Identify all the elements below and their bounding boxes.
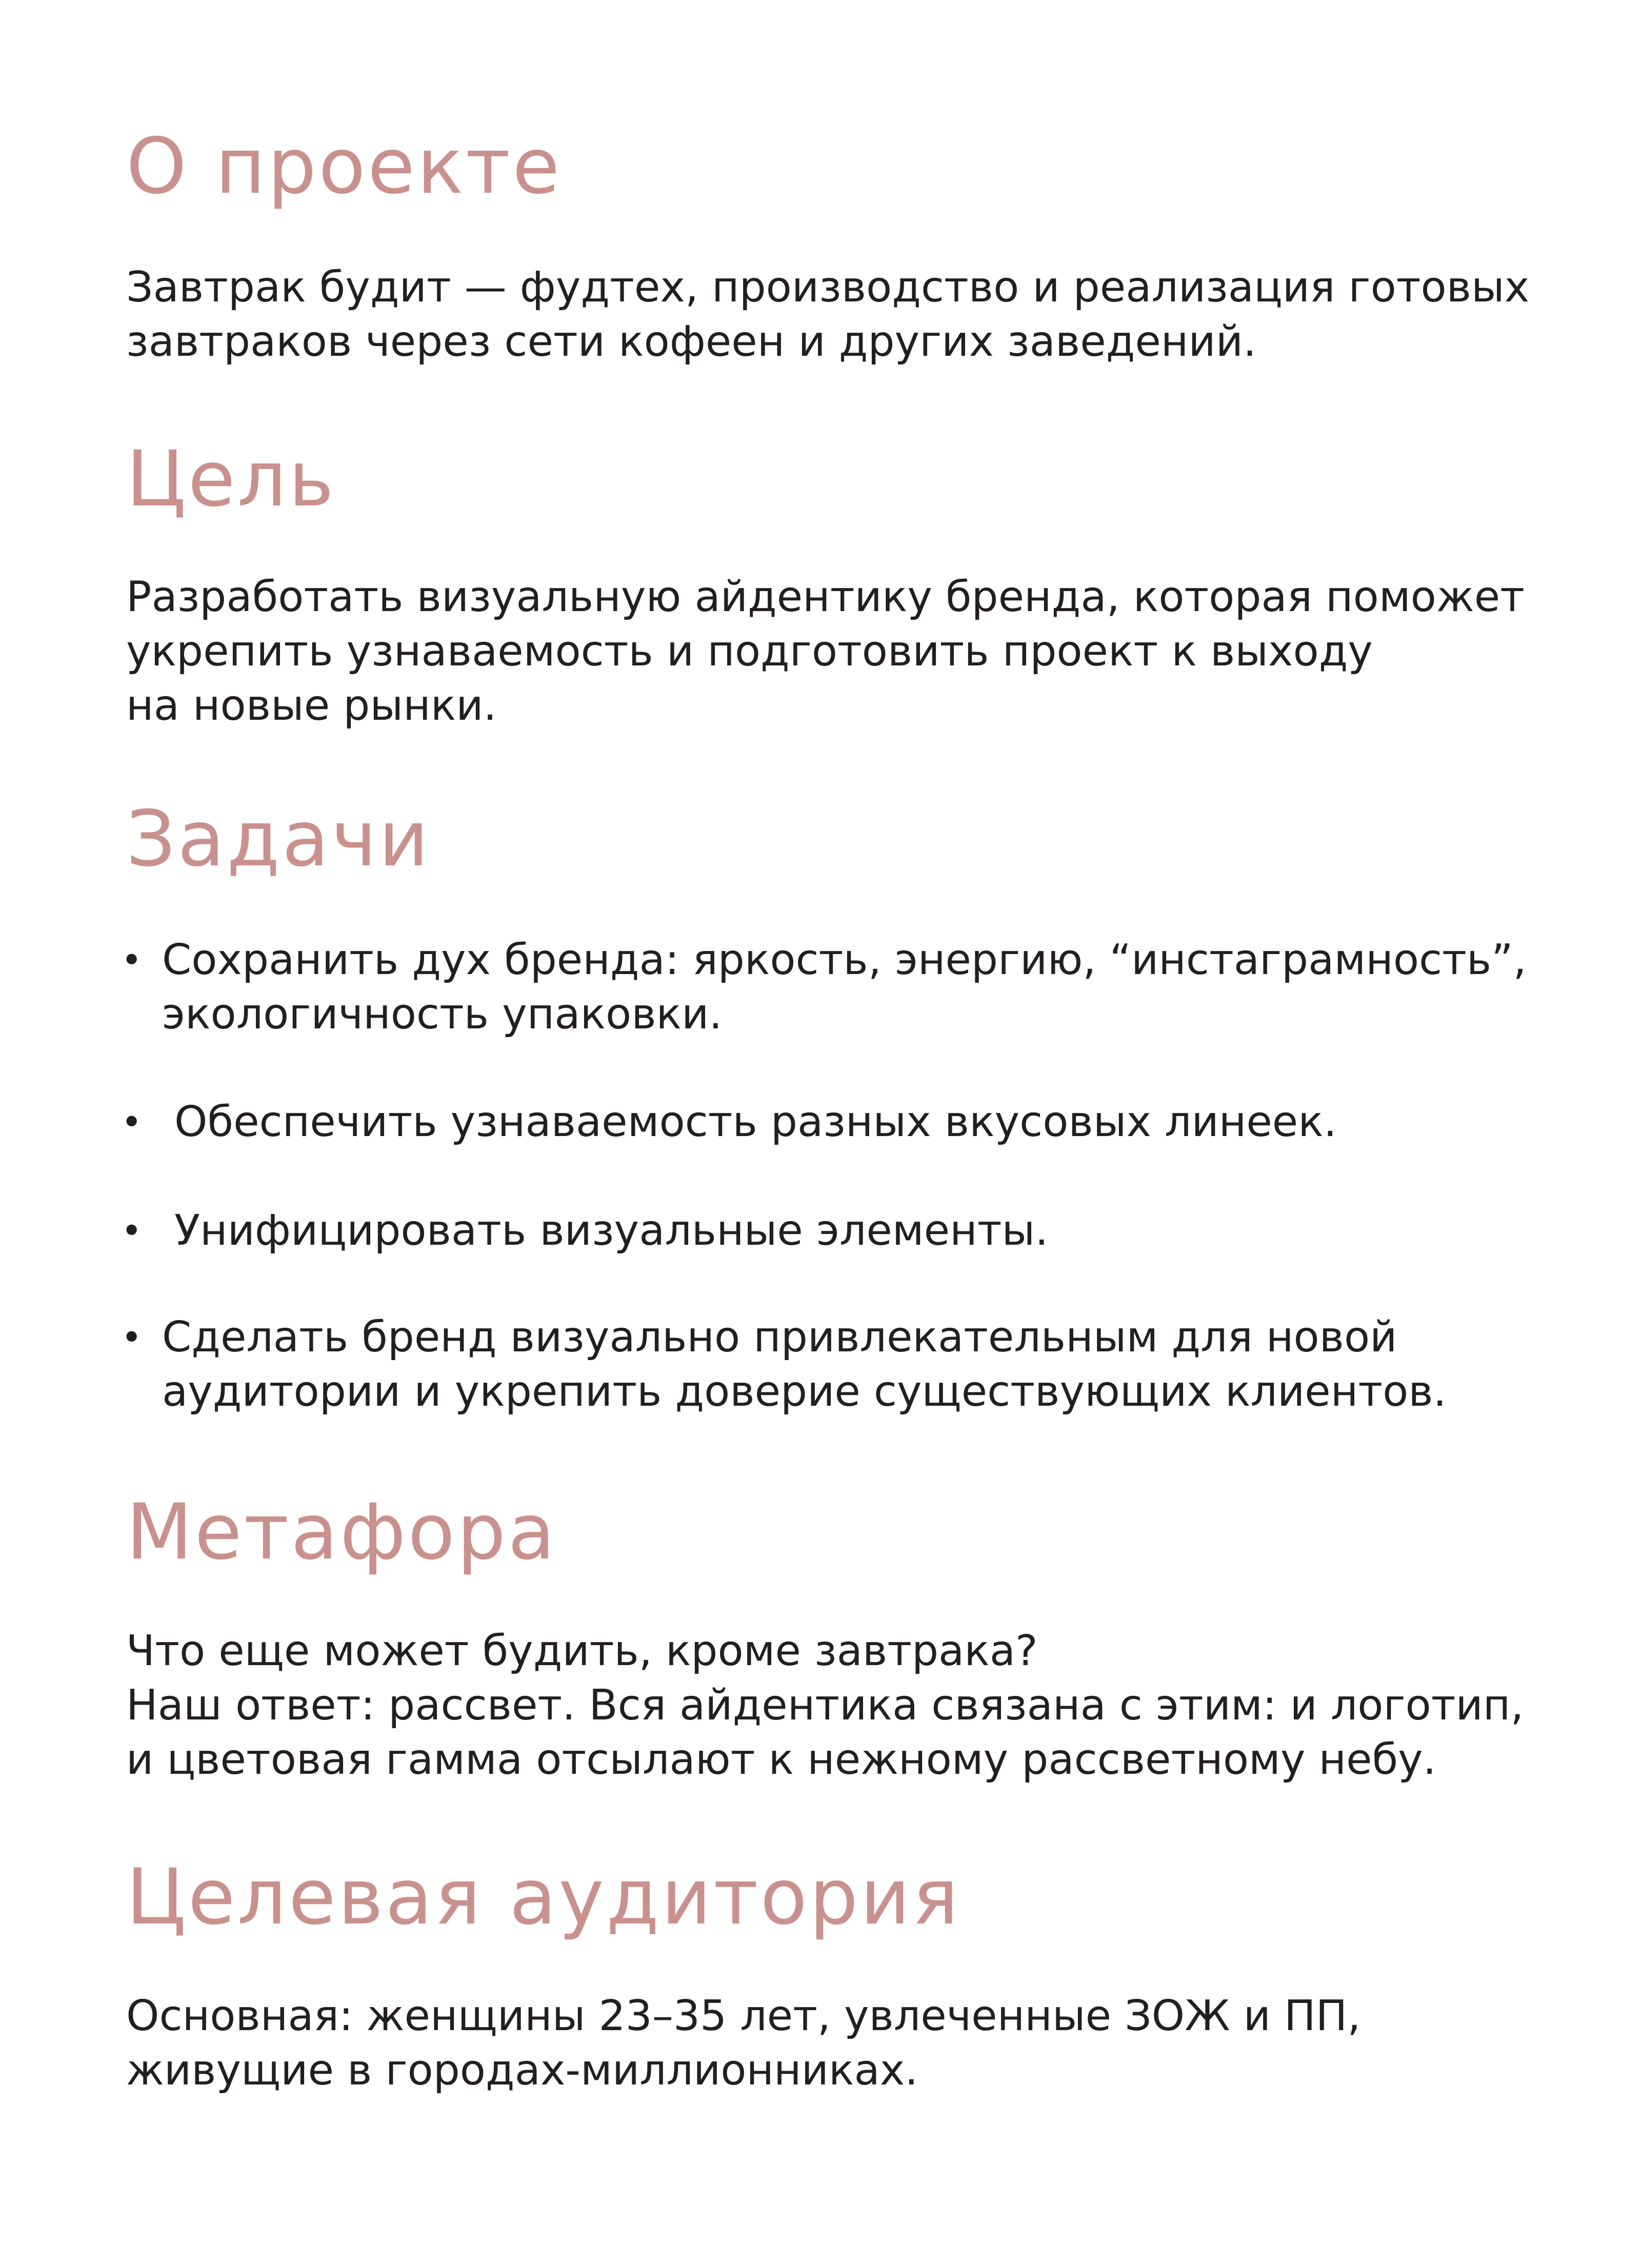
paragraph-line: Наш ответ: рассвет. Вся айдентика связана с этим: и логотип, — [126, 1681, 1524, 1730]
paragraph-line: Разработать визуальную айдентику бренда, которая поможет — [126, 573, 1525, 621]
paragraph-line: живущие в городах-миллионниках. — [126, 2046, 918, 2095]
list-item-line: Сохранить дух бренда: яркость, энергию, “инстаграмность”, — [162, 936, 1527, 984]
bullet-icon: • — [121, 939, 143, 981]
list-item-line: Унифицировать визуальные элементы. — [174, 1206, 1049, 1255]
paragraph-line: Что еще может будить, кроме завтрака? — [126, 1627, 1038, 1675]
heading-goal: Цель — [126, 435, 336, 524]
paragraph-metaphor — [126, 1624, 1562, 1787]
bullet-icon: • — [121, 1210, 143, 1252]
paragraph-line: Завтрак будит — фудтех, производство и реализация готовых — [126, 263, 1530, 312]
list-item-line: экологичность упаковки. — [162, 990, 723, 1039]
heading-audience: Целевая аудитория — [126, 1853, 961, 1942]
bullet-icon: • — [121, 1101, 143, 1143]
list-item-line: аудитории и укрепить доверие существующих клиентов. — [162, 1367, 1447, 1416]
paragraph-line: завтраков через сети кофеен и других заведений. — [126, 317, 1257, 366]
paragraph-line: и цветовая гамма отсылают к нежному рассветному небу. — [126, 1735, 1436, 1784]
heading-about: О проекте — [126, 122, 562, 211]
paragraph-line: на новые рынки. — [126, 681, 497, 730]
list-item-line: Сделать бренд визуально привлекательным для новой — [162, 1313, 1397, 1362]
list-item-text — [162, 933, 1527, 1042]
bullet-icon: • — [121, 1317, 143, 1359]
list-item-text — [162, 1310, 1447, 1419]
list-item-text — [174, 1095, 1337, 1149]
heading-tasks: Задачи — [126, 795, 431, 884]
paragraph-line: Основная: женщины 23–35 лет, увлеченные ЗОЖ и ПП, — [126, 1992, 1361, 2040]
heading-metaphor: Метафора — [126, 1488, 557, 1577]
paragraph-audience — [126, 1989, 1562, 2098]
paragraph-goal — [126, 570, 1562, 733]
list-item-line: Обеспечить узнаваемость разных вкусовых линеек. — [174, 1098, 1337, 1146]
list-item-text — [174, 1204, 1048, 1258]
paragraph-about — [126, 260, 1562, 369]
paragraph-line: укрепить узнаваемость и подготовить проект к выходу — [126, 627, 1373, 676]
